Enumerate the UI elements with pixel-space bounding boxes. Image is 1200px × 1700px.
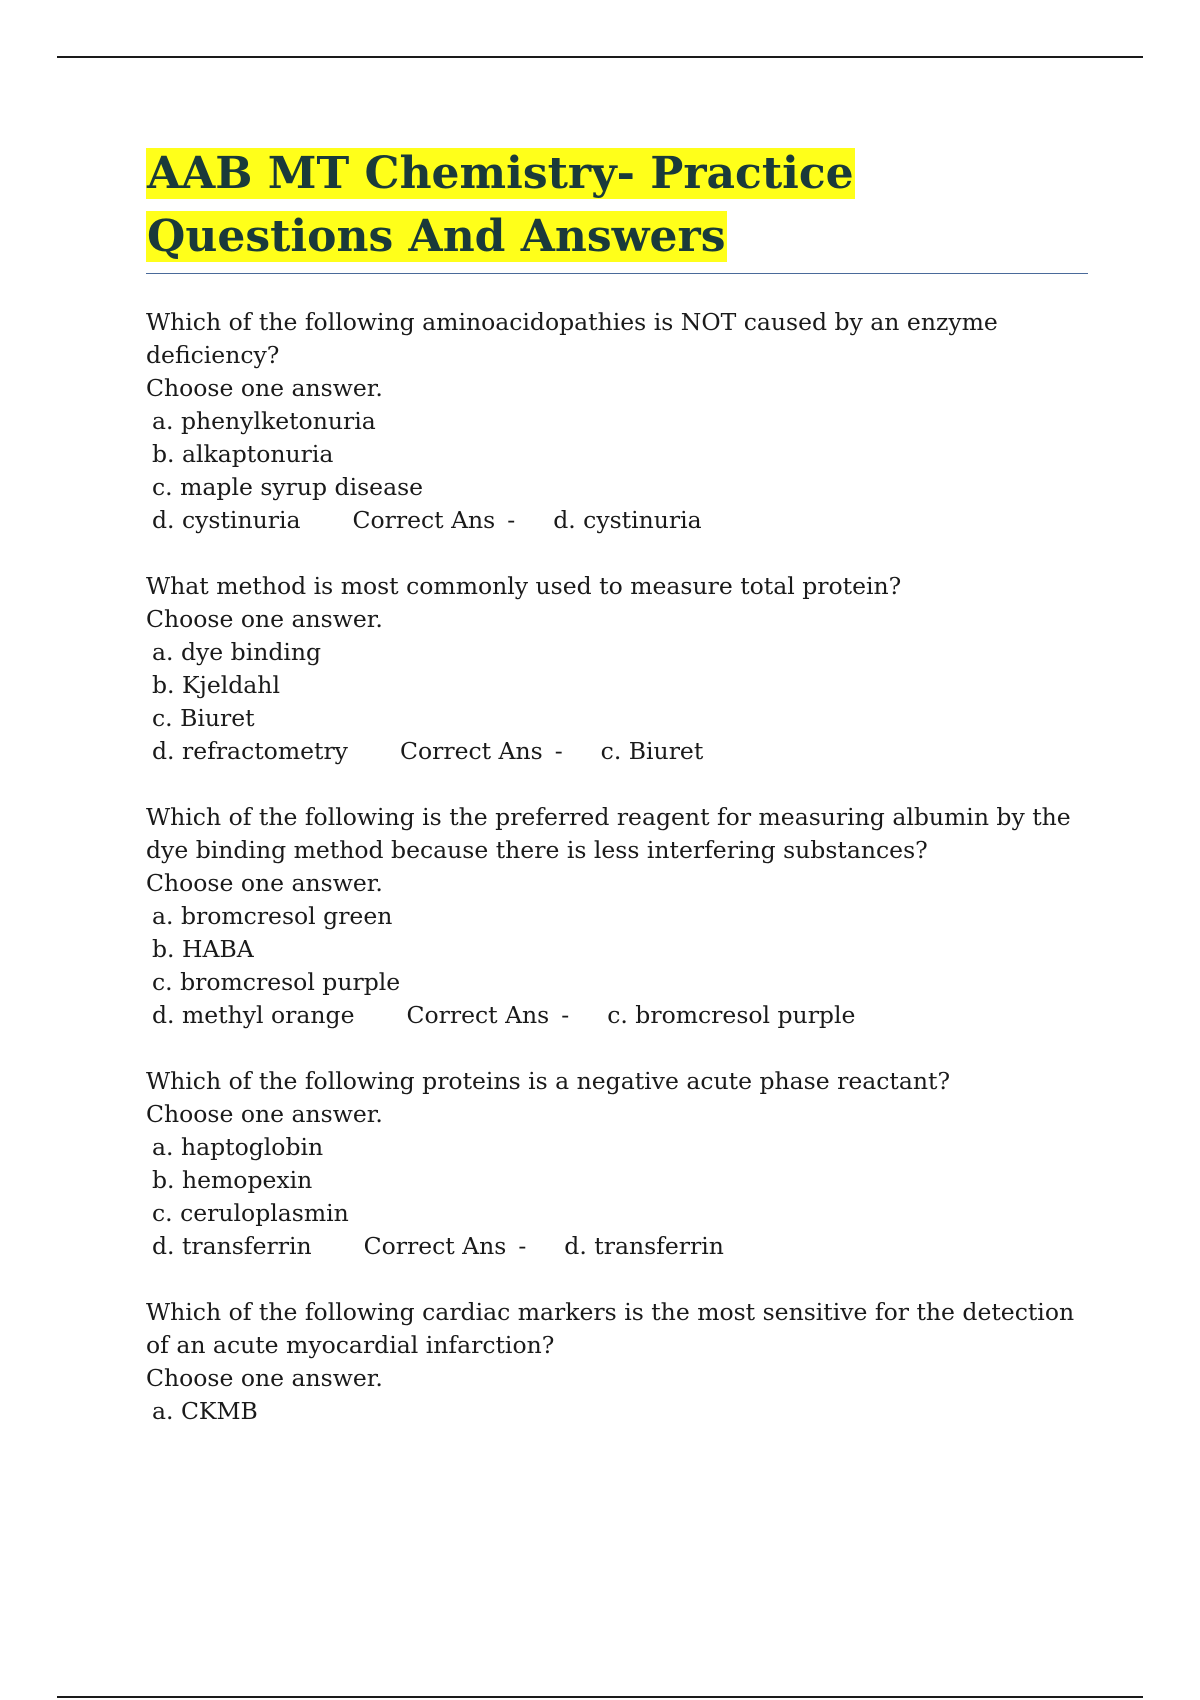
title-line-2: Questions And Answers: [147, 211, 726, 262]
answer-option: d. transferrin: [152, 1232, 312, 1260]
answer-line: [146, 1230, 1086, 1263]
question-text: Which of the following aminoacidopathies is NOT caused by an enzyme deficiency?: [146, 308, 998, 369]
answer-option: c. maple syrup disease: [152, 473, 424, 501]
page-title: [146, 142, 1086, 268]
answer-option: c. ceruloplasmin: [152, 1199, 349, 1227]
correct-answer-label: Correct Ans: [406, 1001, 550, 1029]
answer-option: b. HABA: [152, 935, 254, 963]
answer-option: d. cystinuria: [152, 506, 301, 534]
answer-line: [146, 999, 1086, 1032]
answer-option: a. phenylketonuria: [152, 407, 376, 435]
question-prompt: Choose one answer.: [146, 869, 383, 897]
correct-answer: d. transferrin: [564, 1232, 724, 1260]
answer-option: a. haptoglobin: [152, 1133, 324, 1161]
answer-option: b. alkaptonuria: [152, 440, 334, 468]
question-prompt: Choose one answer.: [146, 374, 383, 402]
answer-option: b. hemopexin: [152, 1166, 313, 1194]
question-text: Which of the following proteins is a negative acute phase reactant?: [146, 1067, 951, 1095]
footer-rule: [57, 1696, 1143, 1698]
question-prompt: Choose one answer.: [146, 1364, 383, 1392]
answer-dash: -: [518, 1232, 527, 1260]
answer-option: c. bromcresol purple: [152, 968, 401, 996]
question-block: [146, 801, 1086, 1032]
question-block: [146, 306, 1086, 537]
document-body: [146, 142, 1086, 1428]
question-prompt: Choose one answer.: [146, 605, 383, 633]
question-text: Which of the following cardiac markers is the most sensitive for the detection of an acute myocardial infarction?: [146, 1298, 1075, 1359]
correct-answer: c. Biuret: [600, 737, 704, 765]
question-prompt: Choose one answer.: [146, 1100, 383, 1128]
answer-dash: -: [507, 506, 516, 534]
answer-option: c. Biuret: [152, 704, 255, 732]
correct-answer-label: Correct Ans: [363, 1232, 507, 1260]
correct-answer: c. bromcresol purple: [607, 1001, 856, 1029]
answer-dash: -: [554, 737, 563, 765]
answer-line: [146, 735, 1086, 768]
question-block: [146, 1296, 1086, 1428]
answer-option: d. methyl orange: [152, 1001, 355, 1029]
answer-option: b. Kjeldahl: [152, 671, 280, 699]
correct-answer-label: Correct Ans: [352, 506, 496, 534]
answer-line: [146, 504, 1086, 537]
question-text: What method is most commonly used to measure total protein?: [146, 572, 902, 600]
question-block: [146, 1065, 1086, 1263]
question-block: [146, 570, 1086, 768]
correct-answer: d. cystinuria: [553, 506, 702, 534]
answer-option: a. dye binding: [152, 638, 322, 666]
answer-option: a. bromcresol green: [152, 902, 393, 930]
question-text: Which of the following is the preferred reagent for measuring albumin by the dye binding method because there is less interfering substances?: [146, 803, 1071, 864]
correct-answer-label: Correct Ans: [399, 737, 543, 765]
header-rule: [57, 56, 1143, 58]
answer-dash: -: [561, 1001, 570, 1029]
answer-option: d. refractometry: [152, 737, 348, 765]
title-line-1: AAB MT Chemistry- Practice: [147, 148, 854, 199]
answer-option: a. CKMB: [152, 1397, 258, 1425]
